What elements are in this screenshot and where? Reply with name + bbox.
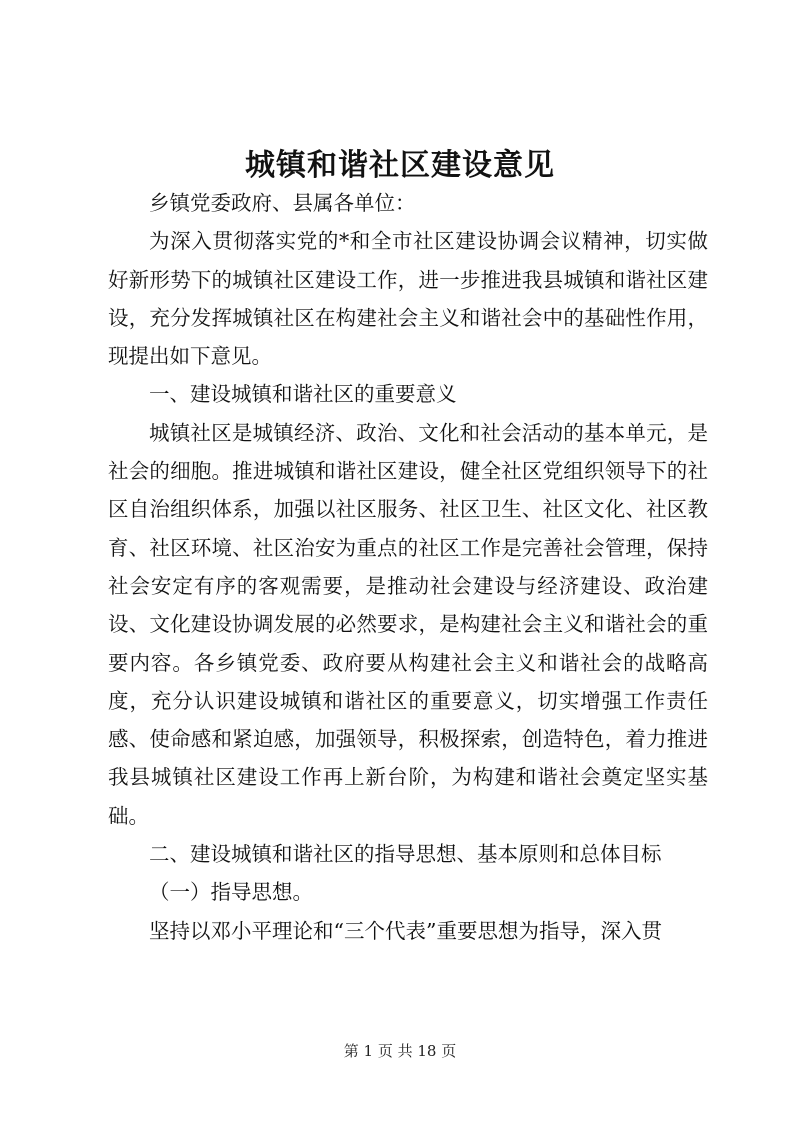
subsection-heading-1: （一）指导思想。 (149, 880, 313, 905)
document-title: 城镇和谐社区建设意见 (245, 148, 555, 183)
section-heading-2: 二、建设城镇和谐社区的指导思想、基本原则和总体目标 (149, 842, 662, 867)
paragraph-guiding-thought: 坚持以邓小平理论和“三个代表”重要思想为指导，深入贯 (149, 918, 662, 943)
paragraph-significance: 城镇社区是城镇经济、政治、文化和社会活动的基本单元，是社会的细胞。推进城镇和谐社区建设，健全社区党组织领导下的社区自治组织体系，加强以社区服务、社区卫生、社区文化、社区教育、社区环境、社区治安为重点的社区工作是完善社会管理，保持社会安定有序的客观需要，是推动社会建设与经济建设、政治建设、文化建设协调发展的必然要求，是构建社会主义和谐社会的重要内容。各乡镇党委、政府要从构建社会主义和谐社会的战略高度，充分认识建设城镇和谐社区的重要意义，切实增强工作责任感、使命感和紧迫感，加强领导，积极探索，创造特色，着力推进我县城镇社区建设工作再上新台阶，为构建和谐社会奠定坚实基础。 (108, 420, 708, 828)
paragraph-intro: 为深入贯彻落实党的*和全市社区建设协调会议精神，切实做好新形势下的城镇社区建设工作，进一步推进我县城镇和谐社区建设，充分发挥城镇社区在构建社会主义和谐社会中的基础性作用，现提出如下意见。 (108, 229, 708, 369)
salutation: 乡镇党委政府、县属各单位： (149, 191, 416, 215)
section-heading-1: 一、建设城镇和谐社区的重要意义 (149, 382, 457, 407)
document-body (108, 184, 708, 950)
page-number-footer: 第 1 页 共 18 页 (343, 1042, 457, 1060)
